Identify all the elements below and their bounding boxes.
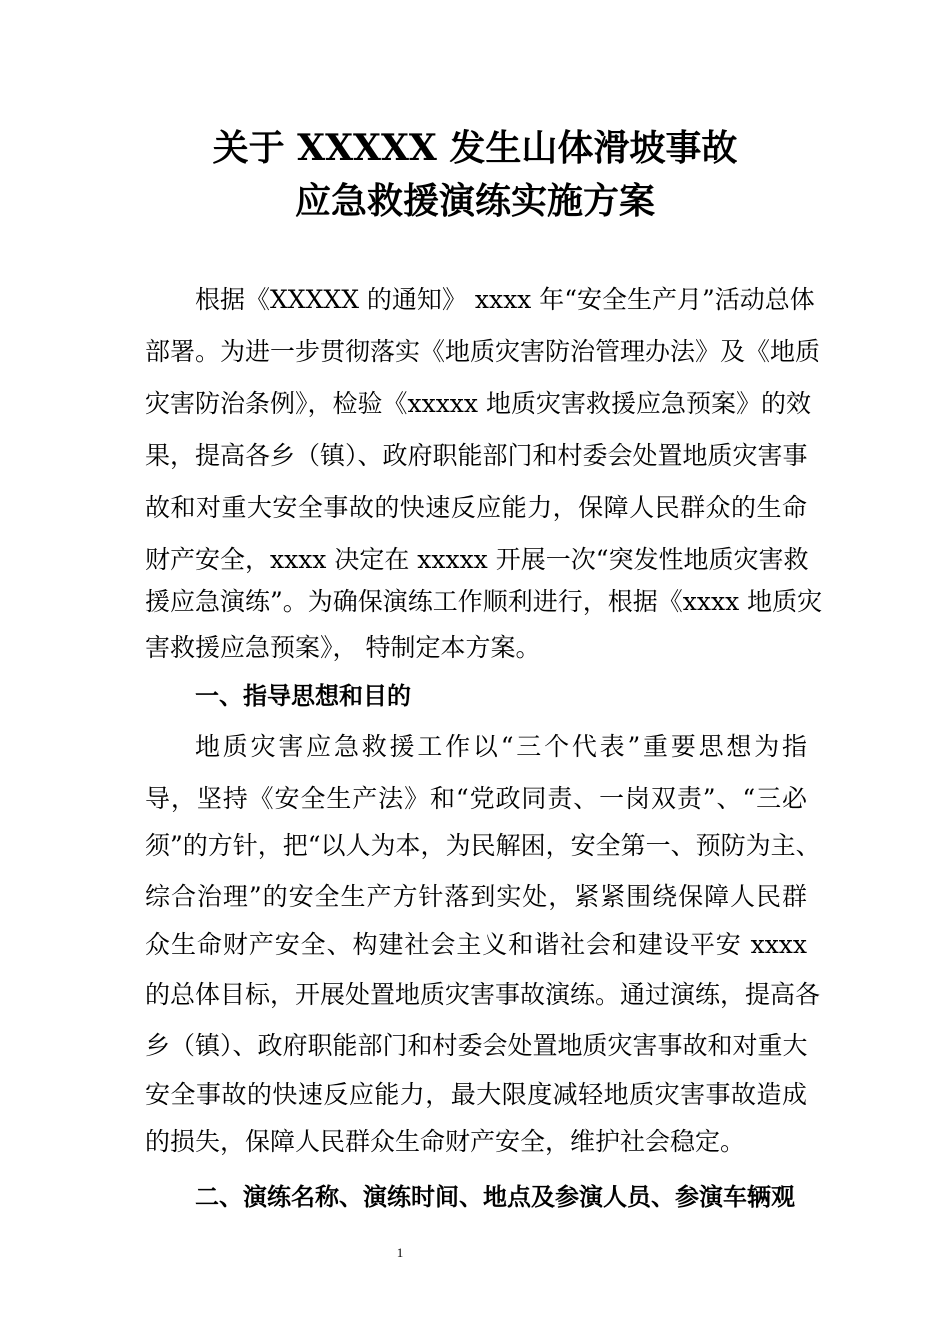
intro-line: 故和对重大安全事故的快速反应能力，保障人民群众的生命 (145, 493, 807, 522)
section1-line: 众生命财产安全、构建社会主义和谐社会和建设平安 xxxx (145, 930, 807, 959)
page-number: 1 (396, 1245, 404, 1260)
intro-line: 灾害防治条例》，检验《xxxxx 地质灾害救援应急预案》的效 (145, 389, 811, 418)
section1-line: 综合治理”的安全生产方针落到实处，紧紧围绕保障人民群 (145, 882, 807, 911)
section1-line: 须”的方针，把“以人为本，为民解困，安全第一、预防为主、 (145, 831, 821, 860)
document-title-line-1: 关于 XXXXX 发生山体滑坡事故 (212, 127, 738, 169)
section1-line: 导，坚持《安全生产法》和“党政同责、一岗双责”、“三必 (145, 784, 807, 813)
intro-line: 援应急演练”。为确保演练工作顺利进行，根据《xxxx 地质灾 (145, 587, 823, 616)
section-heading-2: 二、演练名称、演练时间、地点及参演人员、参演车辆观 (195, 1183, 795, 1211)
section1-line: 地质灾害应急救援工作以“三个代表”重要思想为指 (195, 732, 807, 761)
intro-line: 部署。为进一步贯彻落实《地质灾害防治管理办法》及《地质 (145, 337, 821, 366)
section1-line: 的损失，保障人民群众生命财产安全，维护社会稳定。 (145, 1127, 746, 1156)
section-heading-1: 一、指导思想和目的 (195, 682, 411, 710)
intro-line: 根据《XXXXX 的通知》 xxxx 年“安全生产月”活动总体 (195, 285, 815, 314)
section1-line: 乡（镇）、政府职能部门和村委会处置地质灾害事故和对重大 (145, 1031, 808, 1060)
section1-line: 安全事故的快速反应能力，最大限度减轻地质灾害事故造成 (145, 1080, 807, 1109)
intro-line: 财产安全，xxxx 决定在 xxxxx 开展一次“突发性地质灾害救 (145, 545, 809, 574)
intro-line: 果，提高各乡（镇）、政府职能部门和村委会处置地质灾害事 (145, 441, 808, 470)
section1-line: 的总体目标，开展处置地质灾害事故演练。通过演练，提高各 (145, 980, 821, 1009)
intro-line: 害救援应急预案》， 特制定本方案。 (145, 633, 541, 662)
document-title-line-2: 应急救援演练实施方案 (294, 180, 655, 222)
